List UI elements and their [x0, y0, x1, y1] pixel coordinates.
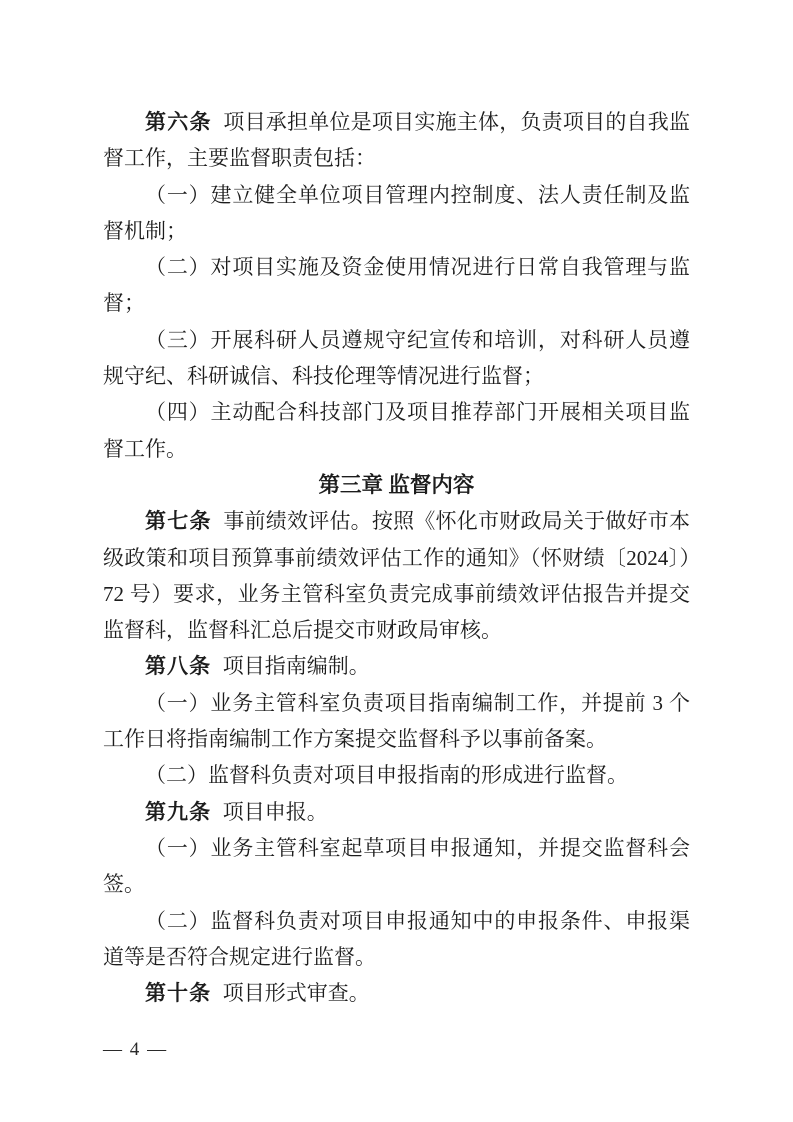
article-7-number: 第七条: [145, 509, 212, 534]
paragraph-item-1: [103, 177, 690, 250]
item-2-text: （二）对项目实施及资金使用情况进行日常自我管理与监督；: [103, 255, 690, 316]
paragraph-article-8: [103, 648, 690, 684]
paragraph-article-10: [103, 975, 690, 1011]
article-7-text: 事前绩效评估。按照《怀化市财政局关于做好市本级政策和项目预算事前绩效评估工作的通知》（怀财绩〔2024〕）72 号）要求，业务主管科室负责完成事前绩效评估报告并提交监督科，监督科汇总后提交市财政局审核。: [103, 509, 690, 643]
paragraph-article-9: [103, 794, 690, 830]
article-9-text: 项目申报。: [222, 799, 328, 824]
chapter-heading: 第三章 监督内容: [318, 472, 475, 497]
item-1-text: （一）建立健全单位项目管理内控制度、法人责任制及监督机制；: [103, 182, 690, 243]
paragraph-article-7: [103, 503, 690, 648]
paragraph-item-3: [103, 322, 690, 395]
article-8-item-2-text: （二）监督科负责对项目申报指南的形成进行监督。: [145, 763, 628, 788]
paragraph-article-9-item-2: [103, 903, 690, 976]
article-10-text: 项目形式审查。: [222, 981, 370, 1006]
item-4-text: （四）主动配合科技部门及项目推荐部门开展相关项目监督工作。: [103, 400, 690, 461]
paragraph-item-4: [103, 394, 690, 467]
article-6-text: 项目承担单位是项目实施主体，负责项目的自我监督工作，主要监督职责包括：: [103, 110, 690, 171]
article-6-number: 第六条: [145, 110, 212, 134]
article-9-number: 第九条: [145, 799, 212, 824]
article-10-number: 第十条: [145, 981, 212, 1006]
paragraph-article-8-item-1: [103, 685, 690, 758]
item-3-text: （三）开展科研人员遵规守纪宣传和培训，对科研人员遵规守纪、科研诚信、科技伦理等情况进行监督；: [103, 327, 690, 389]
document-body: [103, 104, 690, 1011]
paragraph-item-2: [103, 249, 690, 322]
paragraph-article-8-item-2: [103, 757, 690, 793]
paragraph-article-6: [103, 104, 690, 177]
article-9-item-1-text: （一）业务主管科室起草项目申报通知，并提交监督科会签。: [103, 835, 690, 897]
paragraph-article-9-item-1: [103, 830, 690, 903]
article-9-item-2-text: （二）监督科负责对项目申报通知中的申报条件、申报渠道等是否符合规定进行监督。: [103, 908, 690, 969]
article-8-number: 第八条: [145, 654, 212, 679]
article-8-item-1-text: （一）业务主管科室负责项目指南编制工作，并提前 3 个工作日将指南编制工作方案提交监督科予以事前备案。: [103, 690, 690, 752]
page-number: — 4 —: [103, 1039, 168, 1060]
article-8-text: 项目指南编制。: [222, 654, 370, 679]
